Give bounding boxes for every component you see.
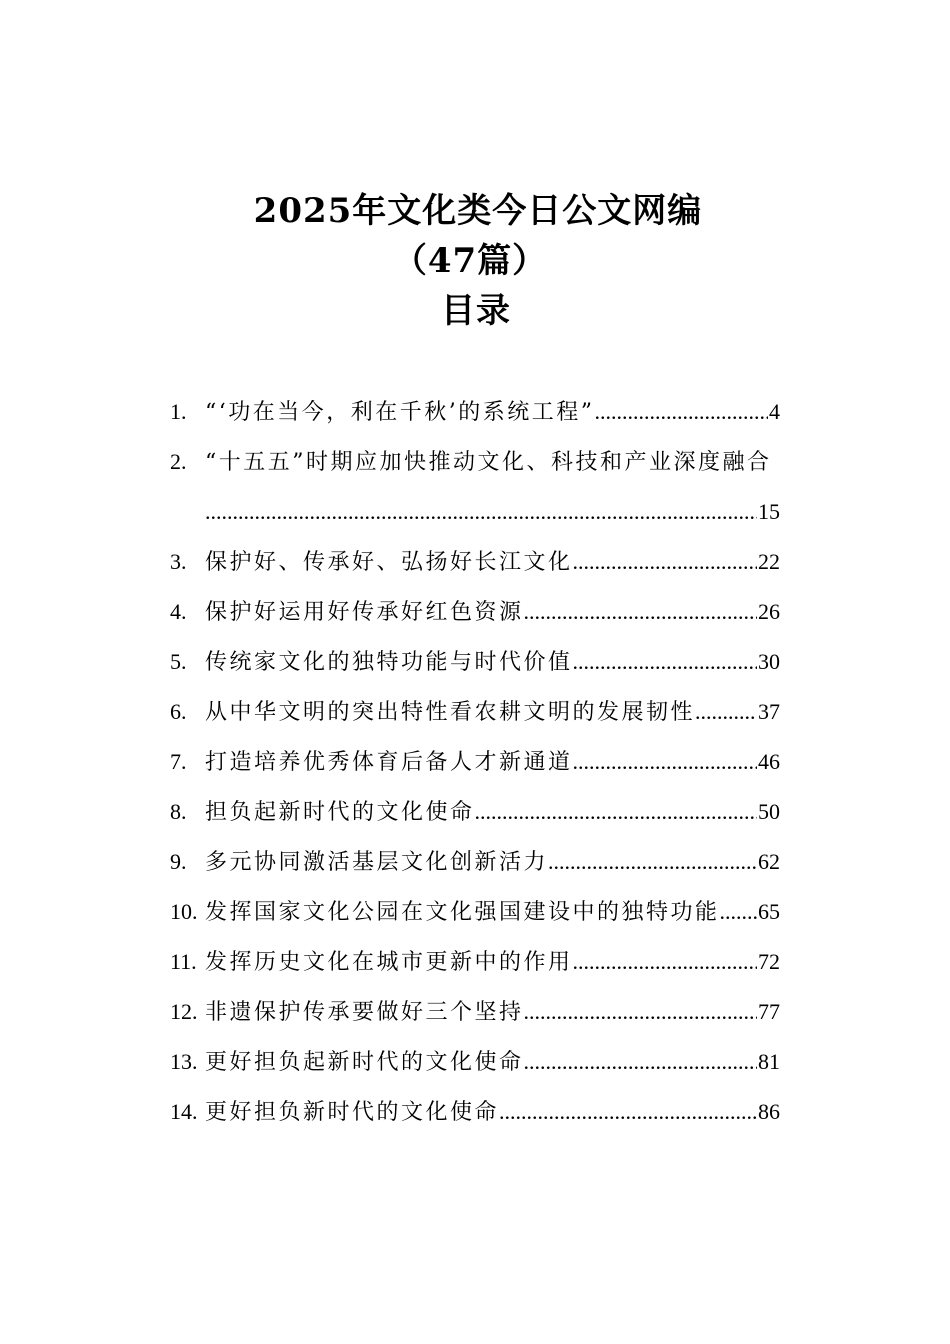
toc-entry-number: 10.	[170, 899, 198, 924]
toc-entry-number: 1.	[170, 399, 187, 424]
toc-entry-page: 50	[758, 799, 780, 824]
toc-entry-title: 保护好运用好传承好红色资源	[205, 600, 524, 625]
toc-entry-title: 发挥国家文化公园在文化强国建设中的独特功能	[205, 900, 720, 925]
toc-leader-dots	[475, 791, 757, 833]
toc-leader-dots	[499, 1091, 757, 1133]
toc-entry-number: 7.	[170, 749, 187, 774]
toc-entry[interactable]	[170, 791, 780, 841]
toc-entry-number: 4.	[170, 599, 187, 624]
toc-leader-dots	[695, 691, 757, 733]
toc-entry-title: 多元协同激活基层文化创新活力	[205, 850, 549, 875]
toc-entry-title: 担负起新时代的文化使命	[205, 800, 475, 825]
toc-entry-page: 26	[758, 599, 780, 624]
toc-leader-dots	[573, 741, 757, 783]
toc-entry-number: 8.	[170, 799, 187, 824]
toc-entry-number: 14.	[170, 1099, 198, 1124]
toc-entry-line	[170, 491, 780, 541]
toc-entry-page: 81	[758, 1049, 780, 1074]
toc-entry-number: 2.	[170, 449, 187, 474]
toc-leader-dots	[720, 891, 757, 933]
toc-entry-title: 更好担负新时代的文化使命	[205, 1100, 500, 1125]
toc-entry-number: 3.	[170, 549, 187, 574]
toc-entry-number: 5.	[170, 649, 187, 674]
toc-leader-dots	[573, 541, 757, 583]
toc-entry-title: 保护好、传承好、弘扬好长江文化	[205, 550, 573, 575]
toc-leader-dots	[548, 841, 757, 883]
toc-entry-title: 发挥历史文化在城市更新中的作用	[205, 950, 573, 975]
toc-entry-number: 6.	[170, 699, 187, 724]
toc-leader-dots	[524, 991, 757, 1033]
toc-entry-number: 12.	[170, 999, 198, 1024]
toc-entry-title: 从中华文明的突出特性看农耕文明的发展韧性	[205, 700, 696, 725]
toc-entry-number: 13.	[170, 1049, 198, 1074]
toc-entry-page: 65	[758, 899, 780, 924]
toc-entry[interactable]	[170, 541, 780, 591]
toc-entry-page: 86	[758, 1099, 780, 1124]
toc-entry-number: 9.	[170, 849, 187, 874]
toc-entry[interactable]	[170, 641, 780, 691]
toc-entry[interactable]	[170, 441, 780, 541]
document-count: （47篇）	[392, 241, 548, 281]
toc-entry[interactable]	[170, 891, 780, 941]
toc-entry-title: “十五五”时期应加快推动文化、科技和产业深度融合	[205, 450, 772, 475]
document-title: 2025年文化类今日公文网编	[253, 191, 703, 231]
toc-entry-page: 15	[758, 499, 780, 524]
toc-entry[interactable]	[170, 1091, 780, 1141]
toc-leader-dots	[594, 391, 768, 433]
toc-leader-dots	[573, 641, 757, 683]
toc-leader-dots	[524, 1041, 757, 1083]
toc-leader-dots	[524, 591, 757, 633]
toc-entry-page: 77	[758, 999, 780, 1024]
toc-entry-page: 4	[769, 399, 780, 424]
toc-entry-number: 11.	[170, 949, 197, 974]
toc-entry[interactable]	[170, 941, 780, 991]
toc-entry[interactable]	[170, 841, 780, 891]
toc-entry-title: 非遗保护传承要做好三个坚持	[205, 1000, 524, 1025]
toc-entry-page: 30	[758, 649, 780, 674]
document-title-block	[0, 186, 950, 336]
toc-entry-page: 62	[758, 849, 780, 874]
toc-entry-page: 46	[758, 749, 780, 774]
toc-entry-page: 72	[758, 949, 780, 974]
toc-entry-title: “‘功在当今，利在千秋’的系统工程”	[205, 400, 595, 425]
toc-entry[interactable]	[170, 591, 780, 641]
toc-entry-page: 22	[758, 549, 780, 574]
toc-entry[interactable]	[170, 1041, 780, 1091]
toc-heading: 目录	[441, 291, 511, 331]
toc-entry[interactable]	[170, 391, 780, 441]
toc-entry-title: 传统家文化的独特功能与时代价值	[205, 650, 573, 675]
toc-leader-dots	[573, 941, 757, 983]
toc-entry[interactable]	[170, 741, 780, 791]
toc-entry-title: 更好担负起新时代的文化使命	[205, 1050, 524, 1075]
toc-entry[interactable]	[170, 691, 780, 741]
table-of-contents	[170, 391, 780, 1141]
toc-entry-line	[170, 441, 780, 491]
toc-leader-dots	[205, 491, 757, 533]
toc-entry-page: 37	[758, 699, 780, 724]
toc-entry[interactable]	[170, 991, 780, 1041]
toc-entry-title: 打造培养优秀体育后备人才新通道	[205, 750, 573, 775]
